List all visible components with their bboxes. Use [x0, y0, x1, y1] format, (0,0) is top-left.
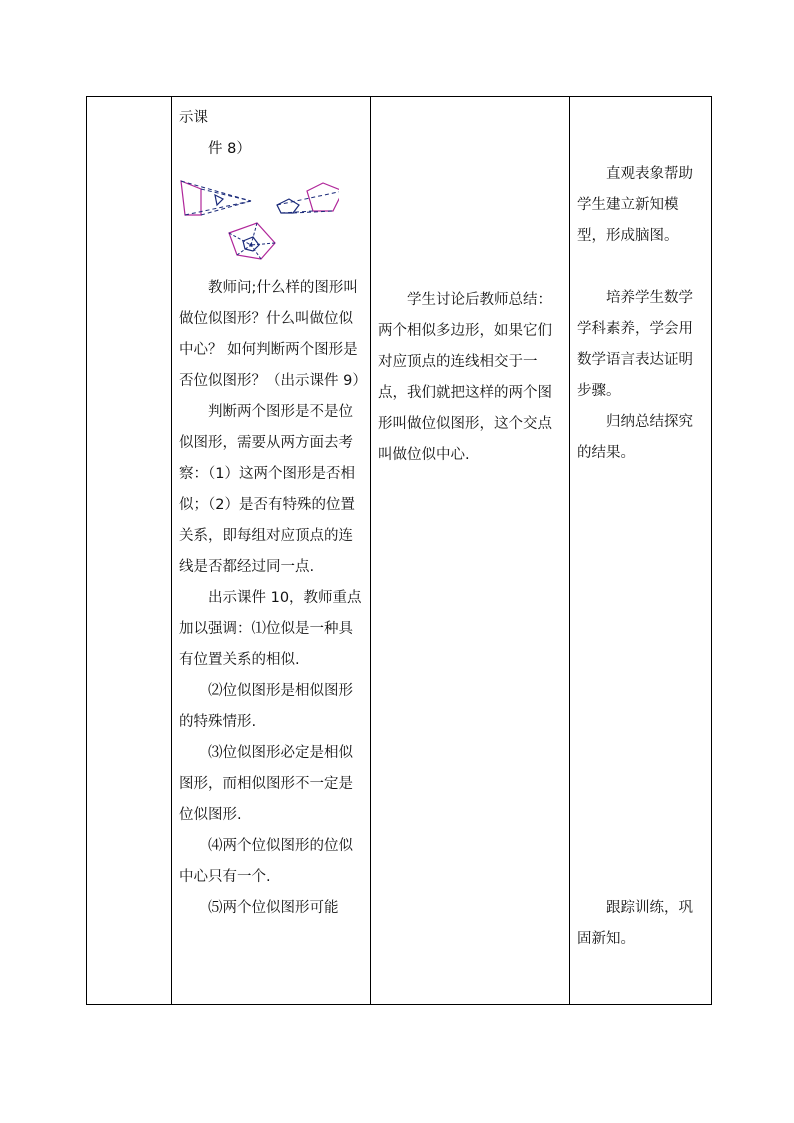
intent-visual-model: 直观表象帮助学生建立新知模型，形成脑图。: [577, 166, 693, 244]
paragraph-judgment: 判断两个图形是不是位似图形，需要从两方面去考察：（1）这两个图形是否相似；（2）是否有特殊的位置关系，即每组对应顶点的连线是否都经过同一点.: [179, 404, 355, 575]
paragraph-emphasis-2: ⑵位似图形是相似图形的特殊情形.: [179, 683, 353, 730]
paragraph-emphasis-4: ⑷两个位似图形的位似中心只有一个.: [179, 838, 353, 885]
table-cell-teacher-activity: [172, 97, 371, 1005]
paragraph-summary: 学生讨论后教师总结：两个相似多边形，如果它们对应顶点的连线相交于一点，我们就把这样的两个图形叫做位似图形，这个交点叫做位似中心.: [378, 292, 552, 463]
intent-literacy: 培养学生数学学科素养，学会用数学语言表达证明步骤。: [577, 290, 693, 399]
table-cell-student-activity: [371, 97, 570, 1005]
intro-line-2: 件 8）: [208, 141, 251, 157]
intent-practice: 跟踪训练，巩固新知。: [577, 900, 693, 947]
paragraph-question: 教师问;什么样的图形叫做位似图形？什么叫做位似中心？ 如何判断两个图形是否位似图形？（出示课件 9）: [179, 280, 367, 389]
paragraph-emphasis-1: 出示课件 10，教师重点加以强调：⑴位似是一种具有位置关系的相似.: [179, 590, 362, 668]
paragraph-emphasis-5: ⑸两个位似图形可能: [208, 900, 339, 916]
table-cell-design-intent: [570, 97, 712, 1005]
intent-summary: 归纳总结探究的结果。: [577, 414, 693, 461]
intro-line-1: 示课: [179, 110, 208, 126]
lesson-plan-table: [86, 96, 712, 1005]
table-row: [87, 97, 712, 1005]
table-cell-empty: [87, 97, 172, 1005]
homothety-figure: [179, 171, 339, 263]
paragraph-emphasis-3: ⑶位似图形必定是相似图形，而相似图形不一定是位似图形.: [179, 745, 353, 823]
